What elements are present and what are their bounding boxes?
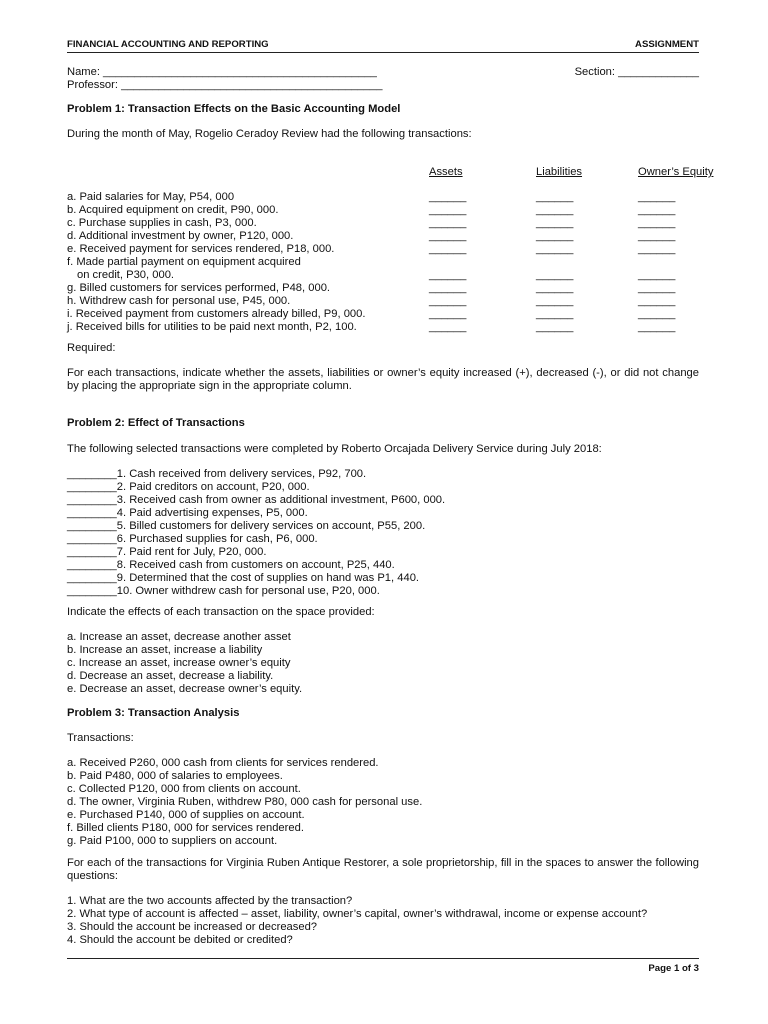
document-header <box>67 39 699 51</box>
list-item[interactable]: ________5. Billed customers for delivery services on account, P55, 200. <box>67 520 426 532</box>
option-item: c. Increase an asset, increase owner’s equity <box>67 657 291 669</box>
assets-blank[interactable]: ______ <box>429 282 467 294</box>
assets-blank[interactable]: ______ <box>429 204 467 216</box>
assets-blank[interactable]: ______ <box>429 308 467 320</box>
assets-blank[interactable]: ______ <box>429 230 467 242</box>
question-1: 1. What are the two accounts affected by the transaction? <box>67 895 353 907</box>
list-item[interactable]: ________4. Paid advertising expenses, P5, 000. <box>67 507 308 519</box>
list-item[interactable]: ________6. Purchased supplies for cash, P6, 000. <box>67 533 318 545</box>
problem3-label: Transactions: <box>67 732 134 744</box>
problem3-items <box>67 757 699 848</box>
equity-blank[interactable]: ______ <box>638 295 676 307</box>
assets-blank[interactable]: ______ <box>429 217 467 229</box>
assets-blank[interactable]: ______ <box>429 321 467 333</box>
list-item: f. Billed clients P180, 000 for services rendered. <box>67 822 304 834</box>
question-2: 2. What type of account is affected – asset, liability, owner’s capital, owner’s withdrawal, income or expense account? <box>67 908 648 920</box>
problem1-row: c. Purchase supplies in cash, P3, 000. ______ ______ ______ <box>67 217 676 229</box>
document-page <box>67 0 714 1024</box>
problem1-row: j. Received bills for utilities to be paid next month, P2, 100. ______ ______ ______ <box>67 321 676 333</box>
list-item[interactable]: ________10. Owner withdrew cash for personal use, P20, 000. <box>67 585 380 597</box>
option-item: a. Increase an asset, decrease another asset <box>67 631 291 643</box>
problem2-title: Problem 2: Effect of Transactions <box>67 417 245 429</box>
equity-blank[interactable]: ______ <box>638 321 676 333</box>
problem3-instruction: For each of the transactions for Virginia Ruben Antique Restorer, a sole proprietorship, fill in the spaces to answer the following questions: <box>67 857 699 882</box>
liabilities-blank[interactable]: ______ <box>536 269 574 281</box>
list-item: g. Paid P100, 000 to suppliers on account. <box>67 835 278 847</box>
option-item: d. Decrease an asset, decrease a liability. <box>67 670 274 682</box>
student-info <box>67 66 699 92</box>
assets-blank[interactable]: ______ <box>429 269 467 281</box>
section-field[interactable]: Section: _____________ <box>574 66 699 78</box>
list-item: a. Received P260, 000 cash from clients for services rendered. <box>67 757 379 769</box>
footer-rule <box>67 958 699 959</box>
equity-blank[interactable]: ______ <box>638 191 676 203</box>
list-item: c. Collected P120, 000 from clients on account. <box>67 783 301 795</box>
liabilities-blank[interactable]: ______ <box>536 243 574 255</box>
problem1-title: Problem 1: Transaction Effects on the Basic Accounting Model <box>67 103 401 115</box>
problem2-intro: The following selected transactions were completed by Roberto Orcajada Delivery Service during July 2018: <box>67 443 602 455</box>
equity-blank[interactable]: ______ <box>638 308 676 320</box>
liabilities-blank[interactable]: ______ <box>536 191 574 203</box>
list-item[interactable]: ________3. Received cash from owner as additional investment, P600, 000. <box>67 494 446 506</box>
question-4: 4. Should the account be debited or credited? <box>67 934 293 946</box>
problem1-row: b. Acquired equipment on credit, P90, 000. ______ ______ ______ <box>67 204 676 216</box>
equity-blank[interactable]: ______ <box>638 243 676 255</box>
list-item: e. Purchased P140, 000 of supplies on account. <box>67 809 305 821</box>
liabilities-blank[interactable]: ______ <box>536 295 574 307</box>
list-item[interactable]: ________8. Received cash from customers on account, P25, 440. <box>67 559 395 571</box>
liabilities-blank[interactable]: ______ <box>536 308 574 320</box>
problem1-instruction: For each transactions, indicate whether the assets, liabilities or owner’s equity increased (+), decreased (-), or did not change by placing the appropriate sign in the appropriate column. <box>67 367 699 392</box>
list-item[interactable]: ________2. Paid creditors on account, P20, 000. <box>67 481 310 493</box>
problem2-items <box>67 468 699 598</box>
header-rule <box>67 52 699 53</box>
column-liabilities: Liabilities <box>536 166 583 178</box>
problem3-questions <box>67 895 699 947</box>
liabilities-blank[interactable]: ______ <box>536 204 574 216</box>
problem1-row: g. Billed customers for services performed, P48, 000. ______ ______ ______ <box>67 282 676 294</box>
name-field[interactable]: Name: ____________________________________________ <box>67 66 377 78</box>
assets-blank[interactable]: ______ <box>429 295 467 307</box>
option-item: e. Decrease an asset, decrease owner’s equity. <box>67 683 303 695</box>
problem1-row: h. Withdrew cash for personal use, P45, 000. ______ ______ ______ <box>67 295 676 307</box>
column-assets: Assets <box>429 166 463 178</box>
liabilities-blank[interactable]: ______ <box>536 217 574 229</box>
equity-blank[interactable]: ______ <box>638 230 676 242</box>
liabilities-blank[interactable]: ______ <box>536 230 574 242</box>
equity-blank[interactable]: ______ <box>638 282 676 294</box>
column-owners-equity: Owner’s Equity <box>638 166 714 178</box>
liabilities-blank[interactable]: ______ <box>536 321 574 333</box>
problem1-items <box>67 191 699 334</box>
problem2-instruction: Indicate the effects of each transaction on the space provided: <box>67 606 375 618</box>
list-item: d. The owner, Virginia Ruben, withdrew P80, 000 cash for personal use. <box>67 796 423 808</box>
list-item: b. Paid P480, 000 of salaries to employees. <box>67 770 283 782</box>
problem1-row: f. Made partial payment on equipment acquired <box>67 256 301 268</box>
problem1-row: i. Received payment from customers already billed, P9, 000. ______ ______ ______ <box>67 308 676 320</box>
equity-blank[interactable]: ______ <box>638 204 676 216</box>
problem1-row: e. Received payment for services rendered, P18, 000. ______ ______ ______ <box>67 243 676 255</box>
problem3-title: Problem 3: Transaction Analysis <box>67 707 240 719</box>
problem1-row: on credit, P30, 000. ______ ______ ______ <box>77 269 676 281</box>
professor-field[interactable]: Professor: __________________________________________ <box>67 79 383 91</box>
problem1-row: d. Additional investment by owner, P120, 000. ______ ______ ______ <box>67 230 676 242</box>
page-number: Page 1 of 3 <box>648 963 699 974</box>
liabilities-blank[interactable]: ______ <box>536 282 574 294</box>
problem2-options <box>67 631 699 696</box>
problem1-row: a. Paid salaries for May, P54, 000 ______ ______ ______ <box>67 191 676 203</box>
course-title: FINANCIAL ACCOUNTING AND REPORTING <box>67 39 269 50</box>
problem1-required-label: Required: <box>67 342 116 354</box>
problem1-column-headers <box>67 166 714 179</box>
document-type: ASSIGNMENT <box>635 39 699 50</box>
list-item[interactable]: ________9. Determined that the cost of supplies on hand was P1, 440. <box>67 572 420 584</box>
list-item[interactable]: ________1. Cash received from delivery services, P92, 700. <box>67 468 367 480</box>
option-item: b. Increase an asset, increase a liability <box>67 644 263 656</box>
equity-blank[interactable]: ______ <box>638 269 676 281</box>
assets-blank[interactable]: ______ <box>429 243 467 255</box>
list-item[interactable]: ________7. Paid rent for July, P20, 000. <box>67 546 267 558</box>
assets-blank[interactable]: ______ <box>429 191 467 203</box>
equity-blank[interactable]: ______ <box>638 217 676 229</box>
question-3: 3. Should the account be increased or decreased? <box>67 921 318 933</box>
problem1-intro: During the month of May, Rogelio Ceradoy Review had the following transactions: <box>67 128 472 140</box>
